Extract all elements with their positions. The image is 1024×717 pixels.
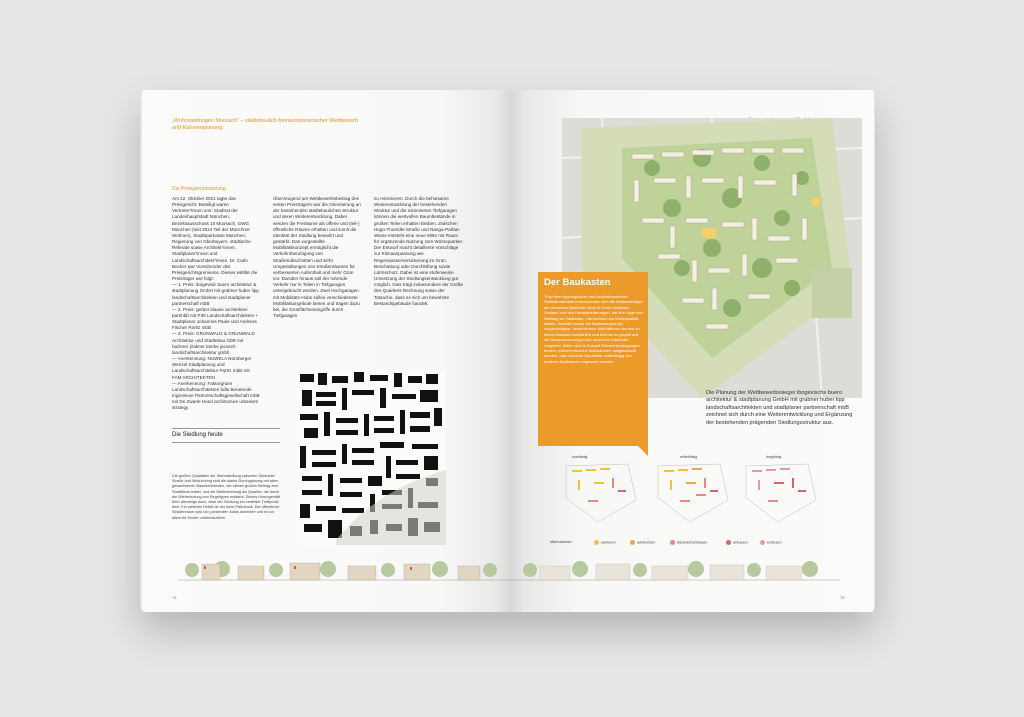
subheading: Die Siedlung heute <box>172 432 223 438</box>
page-number-left: 74 <box>172 595 177 600</box>
legend-swatch <box>630 540 635 545</box>
legend-title: Maßnahmen: <box>550 540 573 544</box>
page-number-right: 75 <box>840 595 845 600</box>
text-column-1: Am 22. Oktober 2021 tagte das Preisgericht. Beteiligt waren Vertreter*innen von: Stadtrat der Landeshauptstadt München, Bezirksausschuss 10 Moosach, GWG München (seit 2024 Teil der Münchner Wohnen), Stadtsparkasse München, Regierung von Oberbayern, städtische Referate sowie Architekt*innen, Stadtplaner*innen und Landschaftsarchitekt*innen. Dr. Carlo Becker war Vorsitzender des Preisgerichtsgremiums. Dieses wählte die Preisträger wie folgt: — 1. Preis: ibogevisic buero architektur & stadtplanung GmbH mit grabner huber lipp landschaftsarchitekten und stadtplaner partnerschaft mbB — 2. Preis: gerber klause architekten partmbb mit P38 Landschaftsarchitekten + Stadtplaner Johannes Paule und Andreas Fischer PartG mbB — 3. Preis: GRUNWALD & GRUNWALD Architektur und Städtebau GbR mit hackner jirakner tambe jacosch landschaftsarchitektur gmbh — Anerkennung: NUWELA Nürnberger Wenzel Stadtplanung und Landschaftsarchitektur PartG mbB mit FAM ARCHITEKTEN — Anerkennung: Faktorgruen Landschaftsarchitekten bdla Beratende Ingenieure Partnerschaftsgesellschaft mbB mit De Zwarte Hond architecture urbanism strategy <box>172 196 260 411</box>
text-column-2: Überzeugend am Wettbewerbsbeitrag des ersten Preisträgers war die Orientierung an der bestehenden städtebaulichen Struktur und deren Weiterentwicklung. Dabei werden die Freiräume als offene und (teil-) öffentliche Räume erhalten und somit die Identität der Siedlung bewahrt und gestärkt. Das vorgestellte Mobilitätskonzept ermöglicht die Verkehrsberuhigung von Straßenabschnitten und sieht Umgestaltungen von Straßenräumen für verbesserten Aufenthalt und mehr Grün vor. Darüber hinaus soll der ruhende Verkehr nur in Teilen in Tiefgaragen untergebracht werden. Zwei Hochgaragen mit Mobilitäts-Hubs sollen verschiedenste Mobilitätsangebote bieten und tragen dazu bei, die Grünflächeneingriffe durch Tiefgaragen <box>273 196 361 318</box>
legend-swatch <box>760 540 765 545</box>
subheading-rule-top <box>172 428 280 429</box>
kicker-title: „Wohnsiedlungen Moosach“ – städtebaulich-freiraumplanerischer Wettbewerb und Rahmenplanung <box>172 118 358 131</box>
info-box-tail <box>638 446 648 456</box>
info-box-title: Der Baukasten <box>544 277 611 288</box>
left-page <box>142 90 510 612</box>
phase-label-2: mittelfristig <box>680 455 698 459</box>
legend-label: dazwischenbauen <box>677 540 708 545</box>
right-page <box>510 90 874 612</box>
body-text-small: Die großen Qualitäten der Wohnsiedlung zwischen Dachauer Straße und Wintrichring sind die starke Durchgrünung mit alten, gewachsenen Baumbeständen, der sieben großen Beitrag zum Stadtklima leistet, und die Wahrnehmung als Quartier, die durch die Wiederholung von Regeltypen entsteht. Dieses Homogenität führt allerdings dazu, dass der Siedlung ein zentraler Treffpunkt fehlt. Ein weiteres Defizit ist der hohe Parkdruck. Der öffentliche Straßenraum wird von parkenden Autos dominiert und ist vor allem für Kinder unübersichtlich. <box>172 474 280 520</box>
legend-label: aufstocken <box>637 540 656 545</box>
legend-item-aufstocken <box>630 540 655 545</box>
info-box-text: Trotz ihrer typologischen und architektonischen Selbstähnlichkeit unterscheiden sich die Bestandsriegel der einzelnen Baufelder stark in ihrem baulichen Zustand und den Herausforderungen, die ihre Lage und Stellung an Stadtebau, Lärmschutz und Wohnqualität stellen. Deshalb wurde ein Baukastenprinzip vorgeschlagen. Verschiedene Maßnahmen werden so einem Baustein kombiniert und können so gezielt auf die Herausforderungen der einzelnen Baufelder reagieren. Wenn sich in Zukunft Rahmenbedingungen ändern, können einzelne Maßnahmen ausgetauscht werden, oder einzelne Bausteine unabhängig von anderen Baufeldern umgesetzt werden. <box>544 294 643 364</box>
info-box-baukasten <box>538 272 648 446</box>
legend-item-ersetzen <box>760 540 782 545</box>
phase-label-3: langfristig <box>766 455 782 459</box>
legend-item-anbauen <box>726 540 748 545</box>
legend-label: anbauen <box>733 540 748 545</box>
legend-swatch <box>670 540 675 545</box>
street-elevation-strip-left <box>178 560 510 582</box>
legend-label: sanieren <box>601 540 616 545</box>
legend-item-sanieren <box>594 540 616 545</box>
subheading-rule-bottom <box>172 442 280 443</box>
legend-swatch <box>726 540 731 545</box>
legend-item-dazwischenbauen <box>670 540 707 545</box>
measures-legend <box>550 540 810 548</box>
phase-label-1: kurzfristig <box>572 455 588 459</box>
plan-caption: Die Planung der Wettbewerbssieger ibogevischs buero architektur & stadtplanung GmbH mit grabner huber lipp landschaftsarchitekten und stadtplaner partnerschaft mbB zeichnet sich durch eine Weiterentwicklung und Ergänzung der bestehenden prägenden Siedlungsstruktur aus. <box>706 390 853 426</box>
phase-diagrams <box>558 460 818 526</box>
black-plan-figure-ground <box>296 370 446 545</box>
legend-swatch <box>594 540 599 545</box>
street-elevation-strip-right <box>510 560 840 582</box>
legend-label: ersetzen <box>767 540 782 545</box>
section-label: Die Preisgerichtssitzung <box>172 186 226 192</box>
text-column-3: zu minimieren. Durch die behutsame Weiterentwicklung der bestehenden Struktur und die minimierten Tiefgaragen können die wertvollen Baumbestände in großen Teilen erhalten bleiben. Zwischen Hugo-Troendle-Straße und Nanga-Parbat-Wiese entsteht eine neue Mitte mit Raum für ergänzende Nutzung zum Wohnquartier. Der Entwurf macht detaillierte Vorschläge zur Klimaanpassung wie Regenwasserversickerung im Grün, Beschattung oder Durchlüftung sowie Lärmschutz. Dabei ist eine stufenweise Umsetzung der Siedlungsentwicklung gut möglich. Dies trägt insbesondere der Größe des Quartiers Rechnung sowie der Tatsache, dass es sich um bewohnte Bestandsgebäude handelt. <box>374 196 464 306</box>
